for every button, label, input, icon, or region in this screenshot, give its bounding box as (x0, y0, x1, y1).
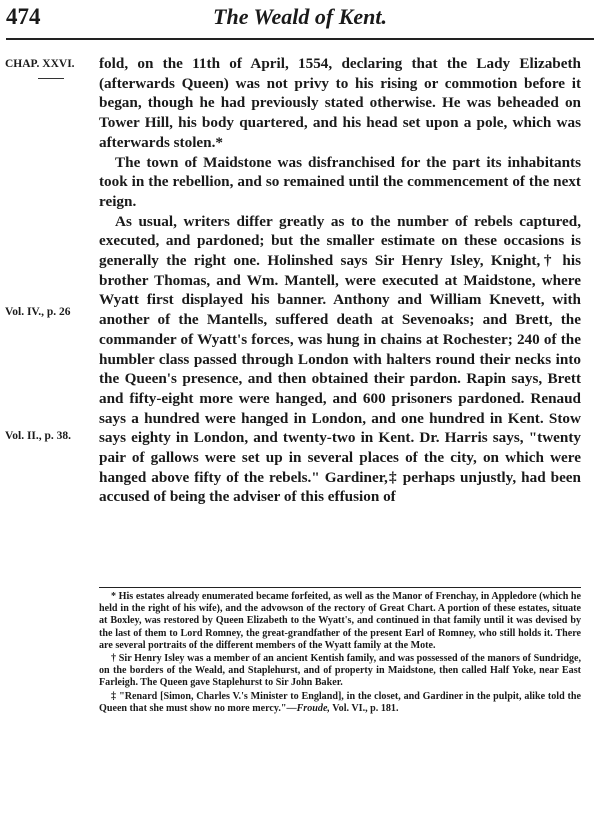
body-paragraph-1: fold, on the 11th of April, 1554, declaring that the Lady Elizabeth (afterwards Queen) was not privy to his rising or commotion before it began, though he had previously stated otherwise. He was beheaded on Tower Hill, his body quartered, and his head set upon a pole, which was afterwards stolen.* (99, 55, 581, 151)
body-text (99, 54, 581, 507)
page-header (6, 4, 594, 36)
footnote-3 (99, 691, 581, 715)
footnote-3-ref: Vol. VI., p. 181. (329, 702, 399, 714)
header-rule (6, 38, 594, 40)
margin-note-vol-ii: Vol. II., p. 38. (5, 430, 72, 442)
footnote-3-text: ‡ "Renard [Simon, Charles V.'s Minister to England], in the closet, and Gardiner in the pulpit, alike told the Queen that she must show no more mercy."— (99, 690, 581, 714)
margin-note-chapter: CHAP. XXVI. (5, 58, 75, 70)
running-title: The Weald of Kent. (213, 4, 387, 29)
footnotes (99, 591, 581, 716)
footnote-2: † Sir Henry Isley was a member of an ancient Kentish family, and was possessed of the manors of Sundridge, on the borders of the Weald, and Staplehurst, and of property in Maidstone, then called Half Yoke, near East Farleigh. The Queen gave Staplehurst to Sir John Baker. (99, 653, 581, 689)
body-paragraph-2: The town of Maidstone was disfranchised for the part its inhabitants took in the rebellion, and so remained until the commencement of the next reign. (99, 153, 581, 210)
footnote-rule (99, 587, 581, 588)
body-paragraph-3: As usual, writers differ greatly as to the number of rebels captured, executed, and pardoned; but the smaller estimate on these occasions is generally the right one. Holinshed says Sir Henry Isley, Knight,† his brother Thomas, and Wm. Mantell, were executed at Maidstone, where Wyatt first displayed his banner. Anthony and William Knevett, with another of the Mantells, suffered death at Sevenoaks; and Brett, the commander of Wyatt's forces, was hung in chains at Rochester; 240 of the humbler class passed through London with halters round their necks into the Queen's presence, and then obtained their pardon. Rapin says, Brett and fifty-eight more were hanged, and 600 prisoners pardoned. Renaud says a hundred were hanged in London, and one hundred in Kent. Stow says eighty in London, and twenty-two in Kent. Dr. Harris says, "twenty pair of gallows were set up in several places of the city, on which were hanged above fifty of the rebels." Gardiner,‡ perhaps unjustly, had been accused of being the adviser of this effusion of (99, 212, 581, 506)
footnote-1: * His estates already enumerated became forfeited, as well as the Manor of Frenchay, in Appledore (which he held in the right of his wife), and the advowson of the rectory of Great Chart. A portion of these estates, situate at Boxley, was restored by Queen Elizabeth to the Wyatt's, and continued in that family until it was devised by the last of them to Lord Romney, the great-grandfather of the present Earl of Romney, who still holds it. There are several portraits of the different members of the Wyatt family at the Mote. (99, 591, 581, 651)
margin-dash (38, 78, 64, 79)
margin-note-vol-iv: Vol. IV., p. 26 (5, 306, 71, 318)
page-number: 474 (6, 4, 41, 29)
footnote-3-source: Froude, (296, 702, 330, 714)
